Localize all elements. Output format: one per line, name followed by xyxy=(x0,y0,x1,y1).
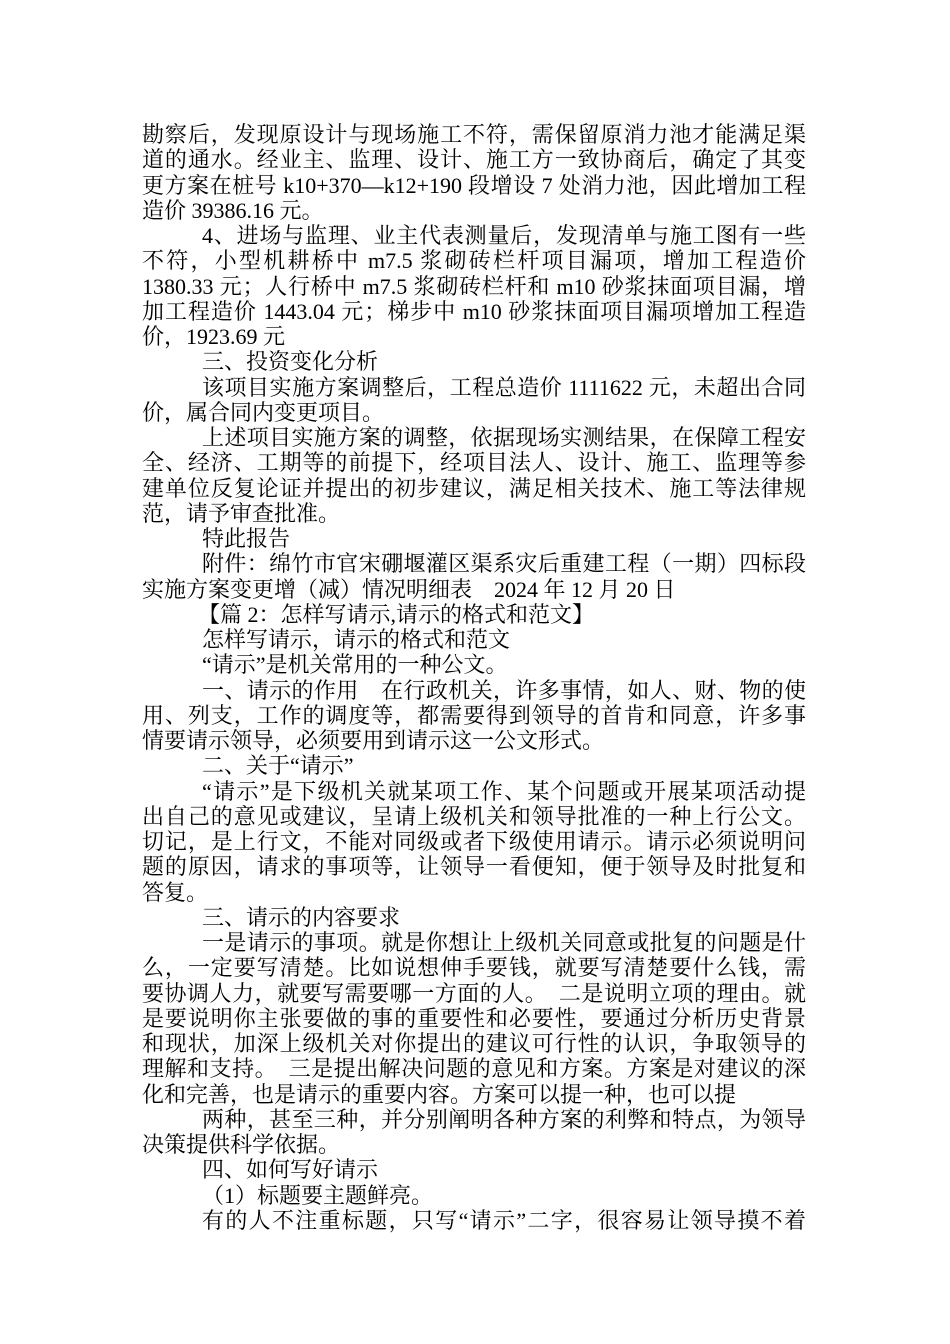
text-line: 全、经济、工期等的前提下，经项目法人、设计、施工、监理等参 xyxy=(142,450,806,476)
document-body xyxy=(142,122,806,1233)
text-line: 1380.33 元；人行桥中 m7.5 浆砌砖栏杆和 m10 砂浆抹面项目漏，增 xyxy=(142,273,806,299)
text-line: 情要请示领导，必须要用到请示这一公文形式。 xyxy=(142,728,605,753)
text-line: 价，属合同内变更项目。 xyxy=(142,399,385,425)
text-line: 出自己的意见或建议，呈请上级机关和领导批准的一种上行公文。 xyxy=(142,803,806,829)
heading-text: 三、投资变化分析 xyxy=(202,349,379,375)
section-heading xyxy=(142,1157,806,1182)
text-line: 么，一定要写清楚。比如说想伸手要钱，就要写清楚要什么钱，需 xyxy=(142,955,806,981)
text-line: 造价 39386.16 元。 xyxy=(142,197,324,223)
paragraph xyxy=(142,652,806,677)
paragraph xyxy=(142,678,806,754)
text-line: 价，1923.69 元 xyxy=(142,324,286,349)
text-line: 特此报告 xyxy=(202,526,291,551)
text-line: 建单位反复论证并提出的初步建议，满足相关技术、施工等法律规 xyxy=(142,475,806,501)
subtitle xyxy=(142,627,806,652)
closing-line xyxy=(142,526,806,551)
text-line: 切记，是上行文，不能对同级或者下级使用请示。请示必须说明问 xyxy=(142,829,806,854)
paragraph xyxy=(142,1107,806,1158)
paragraph xyxy=(142,1208,806,1233)
text-line: 决策提供科学依据。 xyxy=(142,1132,341,1157)
sub-heading xyxy=(142,1183,806,1208)
paragraph xyxy=(142,425,806,526)
text-line: “请示”是下级机关就某项工作、某个问题或开展某项活动提 xyxy=(202,778,806,804)
paragraph xyxy=(142,930,806,1107)
attachment-note xyxy=(142,551,806,602)
text-line: 和现状，加深上级机关对你提出的建议可行性的认识，争取领导的 xyxy=(142,1031,806,1056)
text-line: 两种，甚至三种，并分别阐明各种方案的利弊和特点，为领导 xyxy=(202,1106,806,1132)
heading-text: 二、关于“请示” xyxy=(202,753,354,779)
heading-text: 四、如何写好请示 xyxy=(202,1157,379,1183)
paragraph xyxy=(142,223,806,349)
text-line: 有的人不注重标题，只写“请示”二字，很容易让领导摸不着 xyxy=(202,1207,806,1233)
text-line: 该项目实施方案调整后，工程总造价 1111622 元，未超出合同 xyxy=(202,374,806,400)
text-line: 不符，小型机耕桥中 m7.5 浆砌砖栏杆项目漏项，增加工程造价 xyxy=(142,248,806,274)
text-line: 道的通水。经业主、监理、设计、施工方一致协商后，确定了其变 xyxy=(142,147,806,173)
text-line: 附件：绵竹市官宋硼堰灌区渠系灾后重建工程（一期）四标段 xyxy=(202,551,806,577)
text-line: 化和完善，也是请示的重要内容。方案可以提一种，也可以提 xyxy=(142,1081,737,1107)
text-line: 勘察后，发现原设计与现场施工不符，需保留原消力池才能满足渠 xyxy=(142,122,806,147)
text-line: 4、进场与监理、业主代表测量后，发现清单与施工图有一些 xyxy=(202,223,806,248)
text-line: 更方案在桩号 k10+370—k12+190 段增设 7 处消力池，因此增加工程 xyxy=(142,172,806,198)
text-line: 加工程造价 1443.04 元；梯步中 m10 砂浆抹面项目漏项增加工程造 xyxy=(142,298,806,324)
text-line: 答复。 xyxy=(142,879,209,905)
heading-text: （1）标题要主题鲜亮。 xyxy=(202,1182,434,1208)
section-heading xyxy=(142,349,806,374)
text-line: 实施方案变更增（减）情况明细表 2024 年 12 月 20 日 xyxy=(142,576,676,602)
text-line: 用、列支，工作的调度等，都需要得到领导的首肯和同意，许多事 xyxy=(142,702,806,728)
text-line: 上述项目实施方案的调整，依据现场实测结果，在保障工程安 xyxy=(202,425,806,450)
text-line: 理解和支持。 三是提出解决问题的意见和方案。方案是对建议的深 xyxy=(142,1056,806,1082)
text-line: 是要说明你主张要做的事的重要性和必要性，要通过分析历史背景 xyxy=(142,1005,806,1031)
text-line: 范，请予审查批准。 xyxy=(142,500,341,526)
paragraph xyxy=(142,779,806,905)
text-line: 要协调人力，就要写需要哪一方面的人。 二是说明立项的理由。就 xyxy=(142,980,806,1006)
heading-text: 【篇 2：怎样写请示,请示的格式和范文】 xyxy=(198,601,595,627)
section-heading xyxy=(142,753,806,778)
text-line: 一是请示的事项。就是你想让上级机关同意或批复的问题是什 xyxy=(202,930,806,955)
text-line: “请示”是机关常用的一种公文。 xyxy=(202,652,508,678)
section-heading xyxy=(142,905,806,930)
paragraph xyxy=(142,375,806,426)
chapter-title xyxy=(142,602,806,627)
text-line: 题的原因，请求的事项等，让领导一看便知，便于领导及时批复和 xyxy=(142,854,806,880)
text-line: 怎样写请示，请示的格式和范文 xyxy=(202,627,511,652)
text-line: 一、请示的作用 在行政机关，许多事情，如人、财、物的使 xyxy=(202,677,806,703)
heading-text: 三、请示的内容要求 xyxy=(202,904,401,930)
paragraph xyxy=(142,122,806,223)
